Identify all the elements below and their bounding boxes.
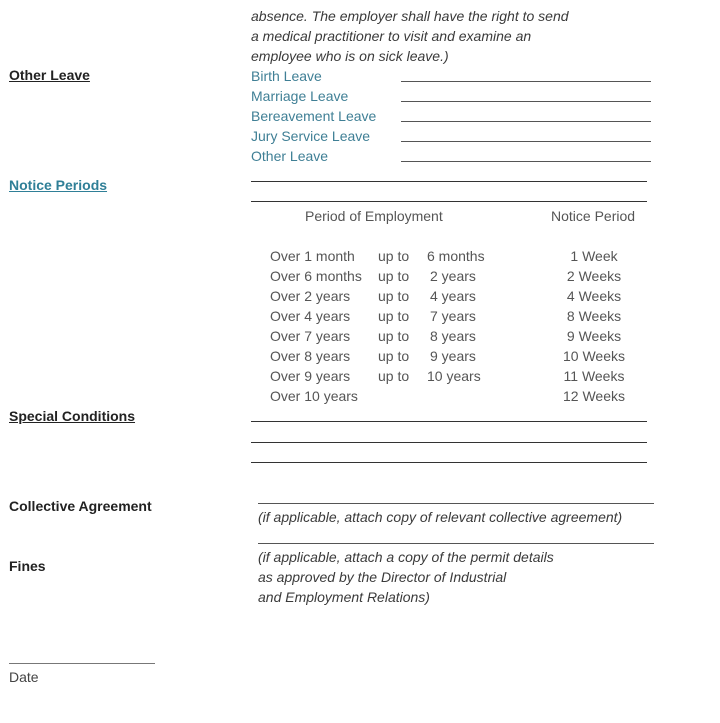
from-cell: Over 8 years — [270, 348, 351, 364]
notice-period-header: Notice Period — [551, 208, 636, 224]
birth-leave-line[interactable] — [401, 81, 651, 82]
fines-label: Fines — [9, 558, 46, 574]
notice-periods-line-2[interactable] — [251, 201, 647, 202]
collective-agreement-line[interactable] — [258, 503, 654, 504]
table-row — [270, 386, 650, 406]
notice-cell: 12 Weeks — [563, 388, 625, 404]
from-cell: Over 6 months — [270, 268, 362, 284]
table-row — [270, 246, 650, 266]
table-row — [270, 366, 650, 386]
to-cell: 9 years — [430, 348, 476, 364]
table-row — [270, 346, 650, 366]
notice-cell: 8 Weeks — [566, 308, 622, 324]
notice-cell: 10 Weeks — [563, 348, 625, 364]
upto-cell: up to — [378, 368, 410, 384]
other-leave-item-label: Other Leave — [251, 148, 329, 164]
to-cell: 7 years — [430, 308, 476, 324]
upto-cell: up to — [378, 328, 410, 344]
bereavement-leave-line[interactable] — [401, 121, 651, 122]
from-cell: Over 7 years — [270, 328, 351, 344]
notice-cell: 11 Weeks — [563, 368, 625, 384]
collective-agreement-label: Collective Agreement — [9, 498, 152, 514]
intro-line-2: a medical practitioner to visit and examine an — [251, 28, 532, 44]
table-row — [270, 266, 650, 286]
notice-periods-table — [270, 246, 650, 406]
from-cell: Over 9 years — [270, 368, 351, 384]
to-cell: 8 years — [430, 328, 476, 344]
period-of-employment-header: Period of Employment — [305, 208, 443, 224]
table-row — [270, 306, 650, 326]
notice-cell: 2 Weeks — [566, 268, 622, 284]
collective-agreement-note: (if applicable, attach copy of relevant collective agreement) — [258, 509, 623, 525]
special-conditions-label: Special Conditions — [9, 408, 136, 424]
fines-line[interactable] — [258, 543, 654, 544]
notice-cell: 1 Week — [570, 248, 618, 264]
special-conditions-line-3[interactable] — [251, 462, 647, 463]
to-cell: 4 years — [430, 288, 476, 304]
to-cell: 6 months — [427, 248, 485, 264]
from-cell: Over 10 years — [270, 388, 358, 404]
marriage-leave-label: Marriage Leave — [251, 88, 349, 104]
fines-note-line-3: and Employment Relations) — [258, 589, 430, 605]
special-conditions-line-2[interactable] — [251, 442, 647, 443]
from-cell: Over 4 years — [270, 308, 351, 324]
notice-cell: 4 Weeks — [566, 288, 622, 304]
special-conditions-line-1[interactable] — [251, 421, 647, 422]
upto-cell: up to — [378, 268, 410, 284]
to-cell: 10 years — [427, 368, 481, 384]
table-row — [270, 326, 650, 346]
birth-leave-label: Birth Leave — [251, 68, 322, 84]
intro-line-1: absence. The employer shall have the right to send — [251, 8, 569, 24]
to-cell: 2 years — [430, 268, 476, 284]
jury-service-leave-line[interactable] — [401, 141, 651, 142]
from-cell: Over 2 years — [270, 288, 351, 304]
notice-periods-line-1[interactable] — [251, 181, 647, 182]
intro-line-3: employee who is on sick leave.) — [251, 48, 449, 64]
from-cell: Over 1 month — [270, 248, 355, 264]
upto-cell: up to — [378, 348, 410, 364]
other-leave-label: Other Leave — [9, 67, 90, 83]
upto-cell: up to — [378, 288, 410, 304]
notice-cell: 9 Weeks — [566, 328, 622, 344]
jury-service-leave-label: Jury Service Leave — [251, 128, 371, 144]
upto-cell: up to — [378, 308, 410, 324]
fines-note-line-2: as approved by the Director of Industrial — [258, 569, 507, 585]
upto-cell: up to — [378, 248, 410, 264]
table-row — [270, 286, 650, 306]
notice-periods-label: Notice Periods — [9, 177, 108, 193]
bereavement-leave-label: Bereavement Leave — [251, 108, 377, 124]
date-line[interactable] — [9, 663, 155, 664]
date-label: Date — [9, 669, 39, 685]
other-leave-line[interactable] — [401, 161, 651, 162]
marriage-leave-line[interactable] — [401, 101, 651, 102]
fines-note-line-1: (if applicable, attach a copy of the permit details — [258, 549, 554, 565]
